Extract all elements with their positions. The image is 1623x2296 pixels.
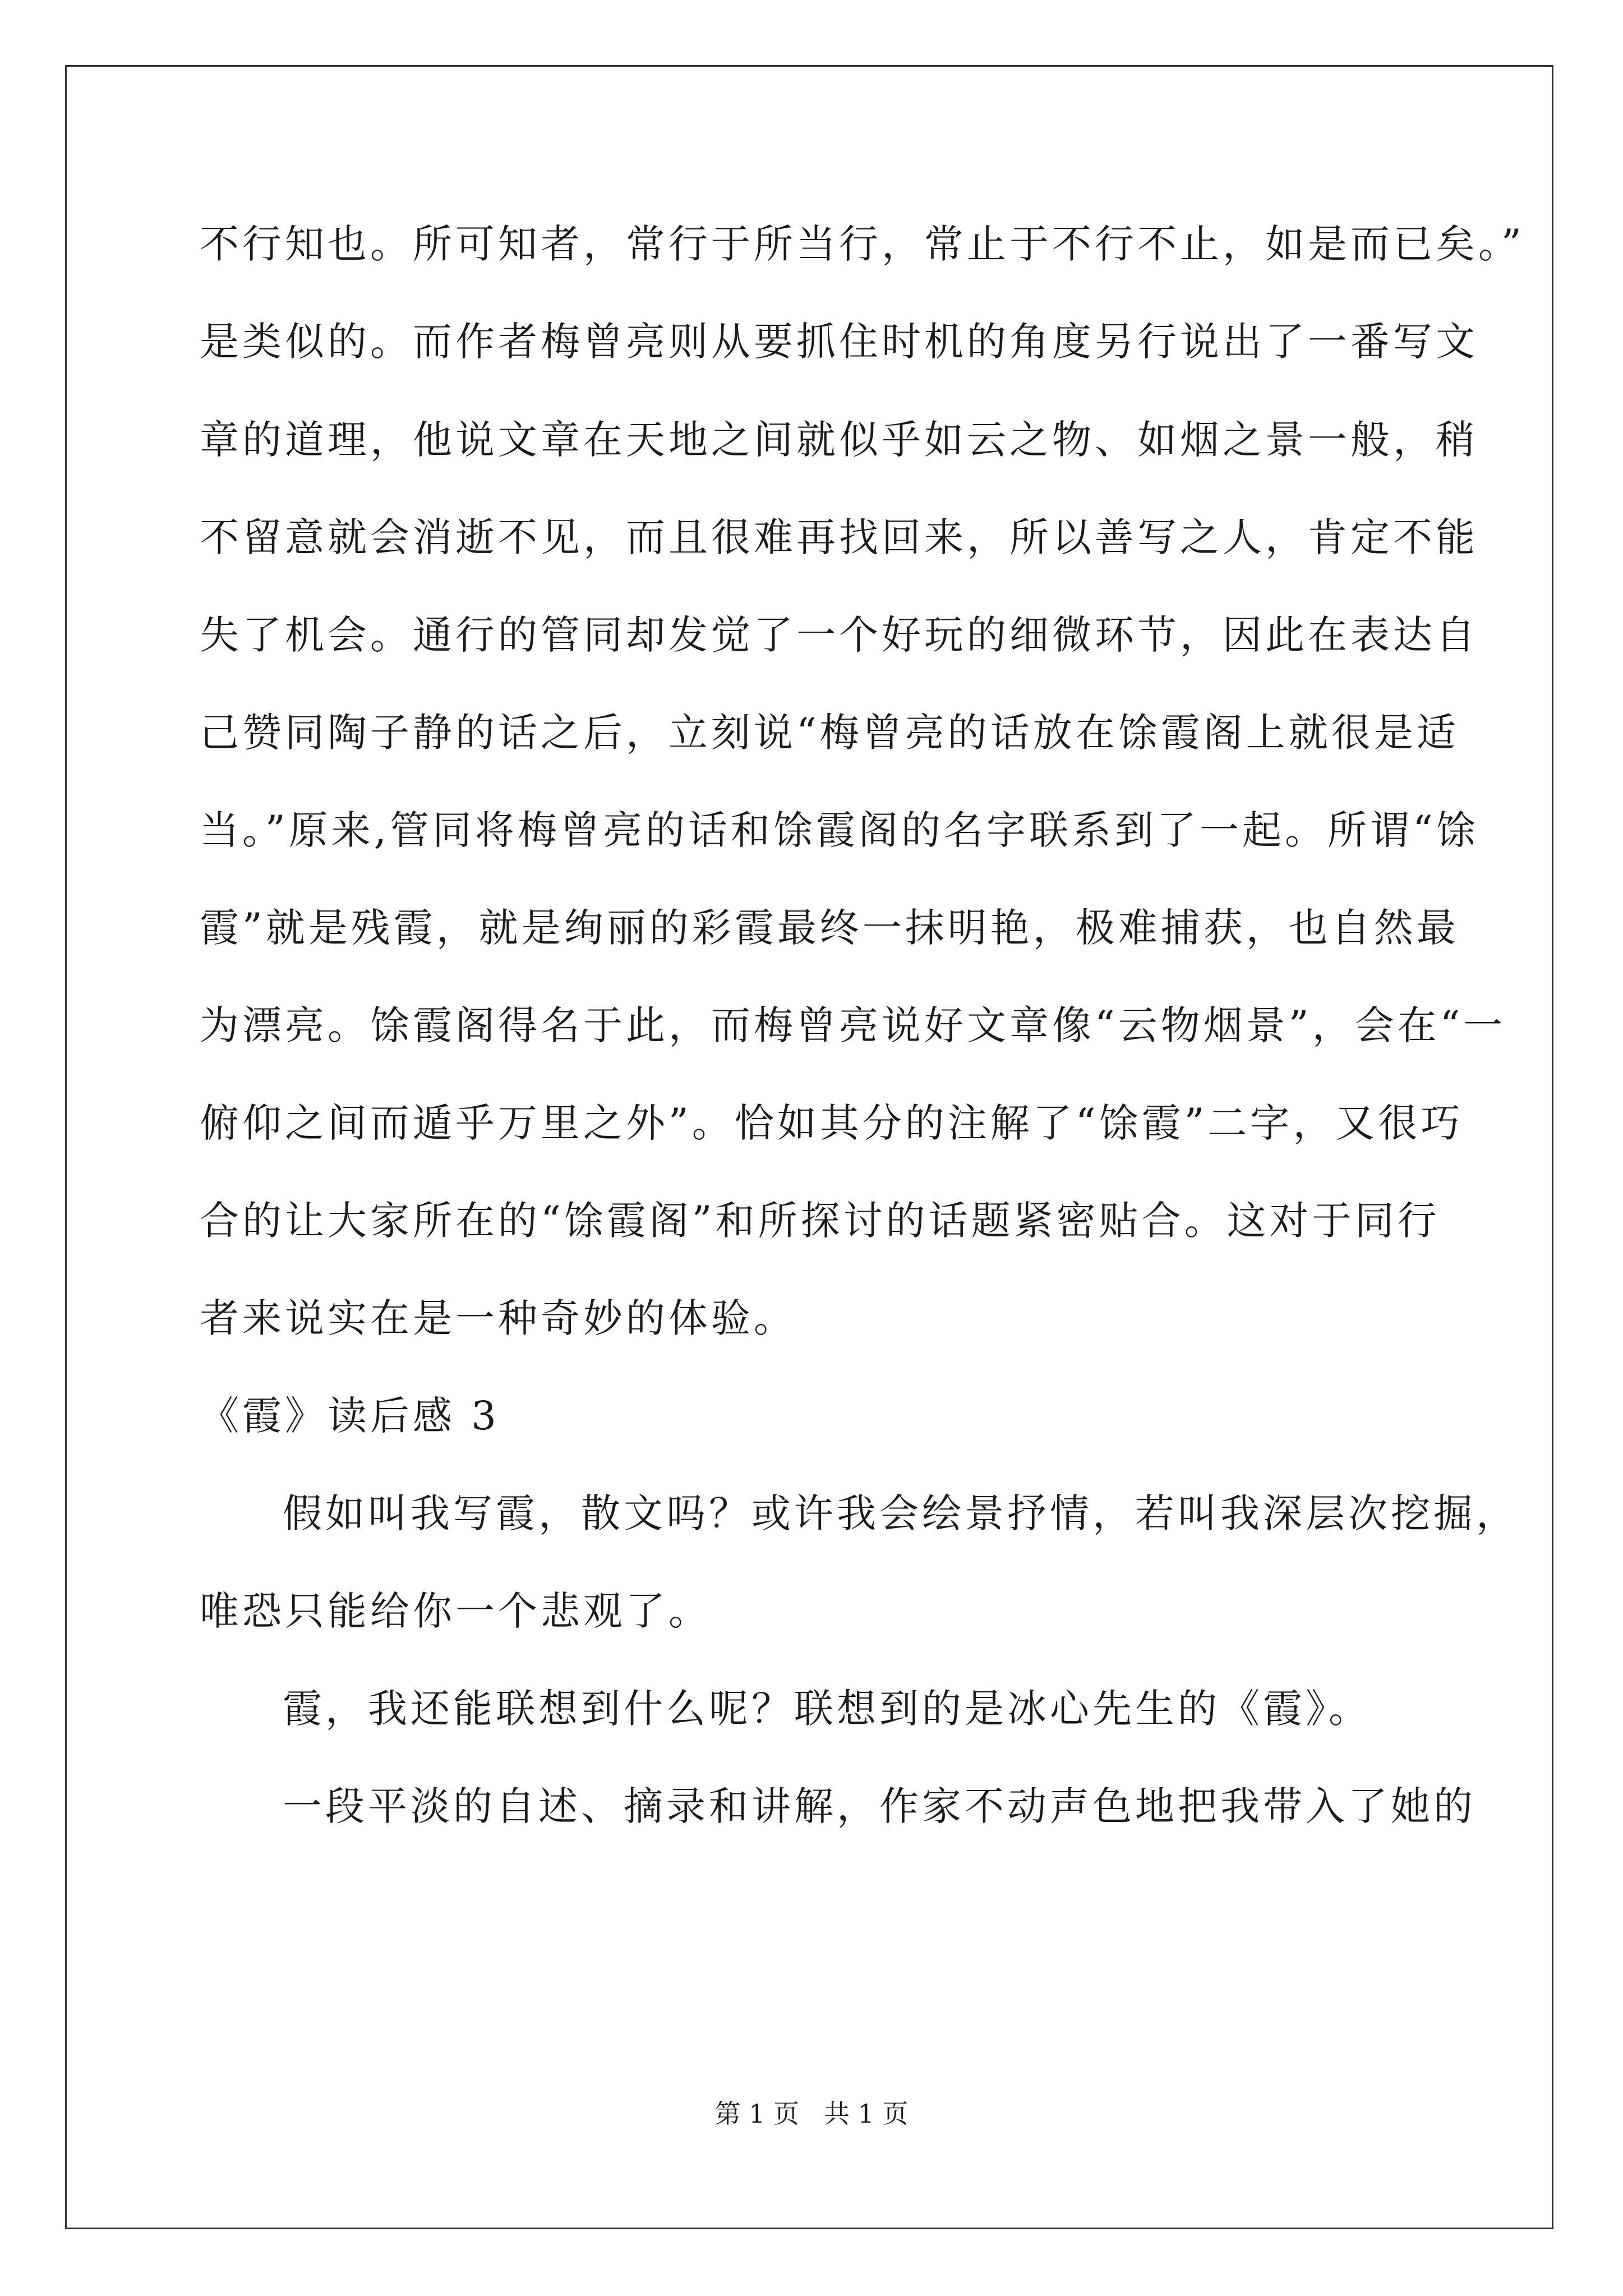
body-line-10: 俯仰之间而遁乎万里之外”。恰如其分的注解了“馀霞”二字，又很巧	[200, 1100, 1464, 1146]
body-line-5: 失了机会。通行的管同却发觉了一个好玩的细微环节，因此在表达自	[200, 612, 1478, 658]
page-number: 第 1 页	[714, 2099, 800, 2129]
body-line-4: 不留意就会消逝不见，而且很难再找回来，所以善写之人，肯定不能	[200, 514, 1478, 560]
body-line-3: 章的道理，他说文章在天地之间就似乎如云之物、如烟之景一般，稍	[200, 417, 1478, 463]
body-line-8: 霞”就是残霞，就是绚丽的彩霞最终一抹明艳，极难捕获，也自然最	[200, 905, 1459, 951]
body-line-11: 合的让大家所在的“馀霞阁”和所探讨的话题紧密贴合。这对于同行	[200, 1198, 1440, 1244]
body-line-1: 不行知也。所可知者，常行于所当行，常止于不行不止，如是而已矣。”	[200, 221, 1525, 267]
body-line-12: 者来说实在是一种奇妙的体验。	[200, 1295, 796, 1341]
page-total: 共 1 页	[823, 2099, 909, 2129]
paragraph-line-4: 一段平淡的自述、摘录和讲解，作家不动声色地把我带入了她的	[283, 1783, 1476, 1829]
body-line-6: 己赞同陶子静的话之后，立刻说“梅曾亮的话放在馀霞阁上就很是适	[200, 710, 1459, 756]
paragraph-line-3: 霞，我还能联想到什么呢？联想到的是冰心先生的《霞》。	[283, 1686, 1371, 1732]
body-line-2: 是类似的。而作者梅曾亮则从要抓住时机的角度另行说出了一番写文	[200, 319, 1478, 365]
paragraph-line-1: 假如叫我写霞，散文吗？或许我会绘景抒情，若叫我深层次挖掘，	[283, 1490, 1519, 1536]
section-heading: 《霞》读后感 3	[200, 1393, 500, 1439]
body-line-9: 为漂亮。馀霞阁得名于此，而梅曾亮说好文章像“云物烟景”，会在“一	[200, 1002, 1506, 1048]
page-footer	[0, 2101, 1623, 2127]
paragraph-line-2: 唯恐只能给你一个悲观了。	[200, 1588, 711, 1634]
page-border	[65, 65, 1553, 2229]
body-line-7: 当。”原来,管同将梅曾亮的话和馀霞阁的名字联系到了一起。所谓“馀	[200, 807, 1479, 853]
footer-spacer	[799, 2099, 824, 2129]
